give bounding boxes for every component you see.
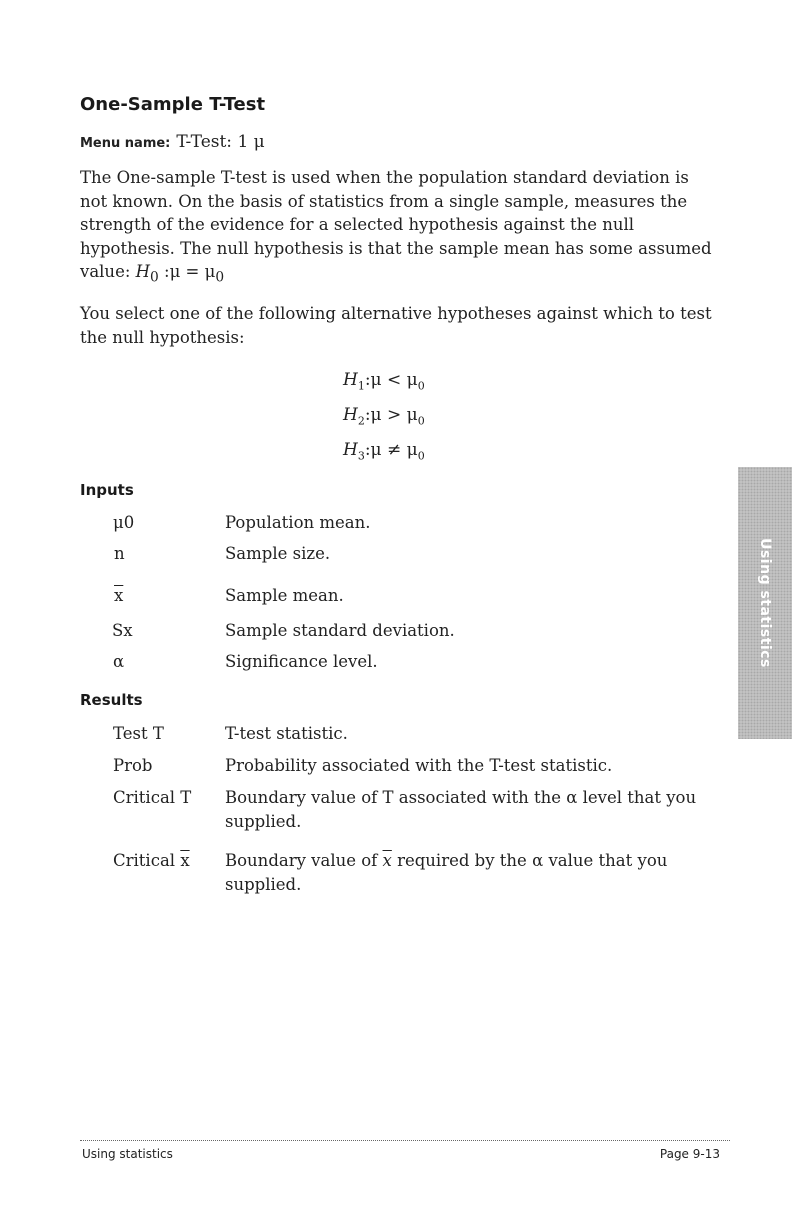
result-desc: T-test statistic.: [225, 724, 348, 743]
alternative-hypotheses-intro: You select one of the following alternative hypotheses against which to test the null hypothesis:: [80, 304, 712, 347]
hypothesis-h3: $H_3:\mu \ne \mu_0$: [343, 440, 425, 463]
intro-text: The One-sample T-test is used when the population standard deviation is not known. On the basis of statistics from a single sample, measures the strength of the evidence for a selected hypothesis against the null hypothesis. The null hypothesis is that the sample mean has some assumed value:: [80, 168, 712, 281]
result-term: Prob: [113, 756, 153, 775]
input-desc: Sample size.: [225, 544, 331, 563]
result-desc: Probability associated with the T-test statistic.: [225, 756, 613, 775]
intro-paragraph: [80, 166, 720, 290]
inputs-title: Inputs: [80, 481, 134, 499]
footer-chapter: Using statistics: [82, 1147, 173, 1161]
result-term: Critical $\overline{x}$: [113, 851, 190, 870]
menu-name-label: Menu name:: [80, 136, 171, 151]
result-term: Test T: [113, 724, 164, 743]
input-desc: Significance level.: [225, 652, 378, 671]
chapter-side-tab: [738, 467, 792, 739]
hypothesis-h1: $H_1:\mu < \mu_0$: [343, 370, 425, 393]
input-desc: Sample mean.: [225, 586, 344, 605]
input-term: Sx: [112, 621, 133, 640]
input-term: n: [114, 544, 125, 563]
section-heading: One-Sample T-Test: [80, 94, 266, 115]
input-desc: Sample standard deviation.: [225, 621, 455, 640]
null-hypothesis-formula: $H_0$ :μ = $\mu_0$: [135, 262, 225, 286]
input-term: α: [113, 652, 125, 671]
result-desc: Boundary value of T associated with the α level that you supplied.: [225, 788, 697, 831]
footer-divider: [80, 1140, 730, 1141]
result-desc-symbol: $\overline{x}$: [382, 851, 392, 870]
input-desc: Population mean.: [225, 513, 371, 532]
results-title: Results: [80, 691, 143, 709]
footer-page-number: Page 9-13: [659, 1147, 720, 1161]
menu-name-value: T-Test: 1 μ: [176, 132, 265, 152]
input-term: μ0: [113, 513, 135, 532]
result-term: Critical T: [113, 788, 192, 807]
hypothesis-h2: $H_2:\mu > \mu_0$: [343, 405, 425, 428]
menu-name-line: [80, 132, 265, 152]
input-term: $\overline{x}$: [114, 586, 124, 605]
result-term-symbol: $\overline{x}$: [180, 851, 190, 870]
side-tab-label: Using statistics: [757, 538, 773, 668]
result-desc: Boundary value of $\overline{x}$ required by the α value that you supplied.: [225, 851, 668, 894]
